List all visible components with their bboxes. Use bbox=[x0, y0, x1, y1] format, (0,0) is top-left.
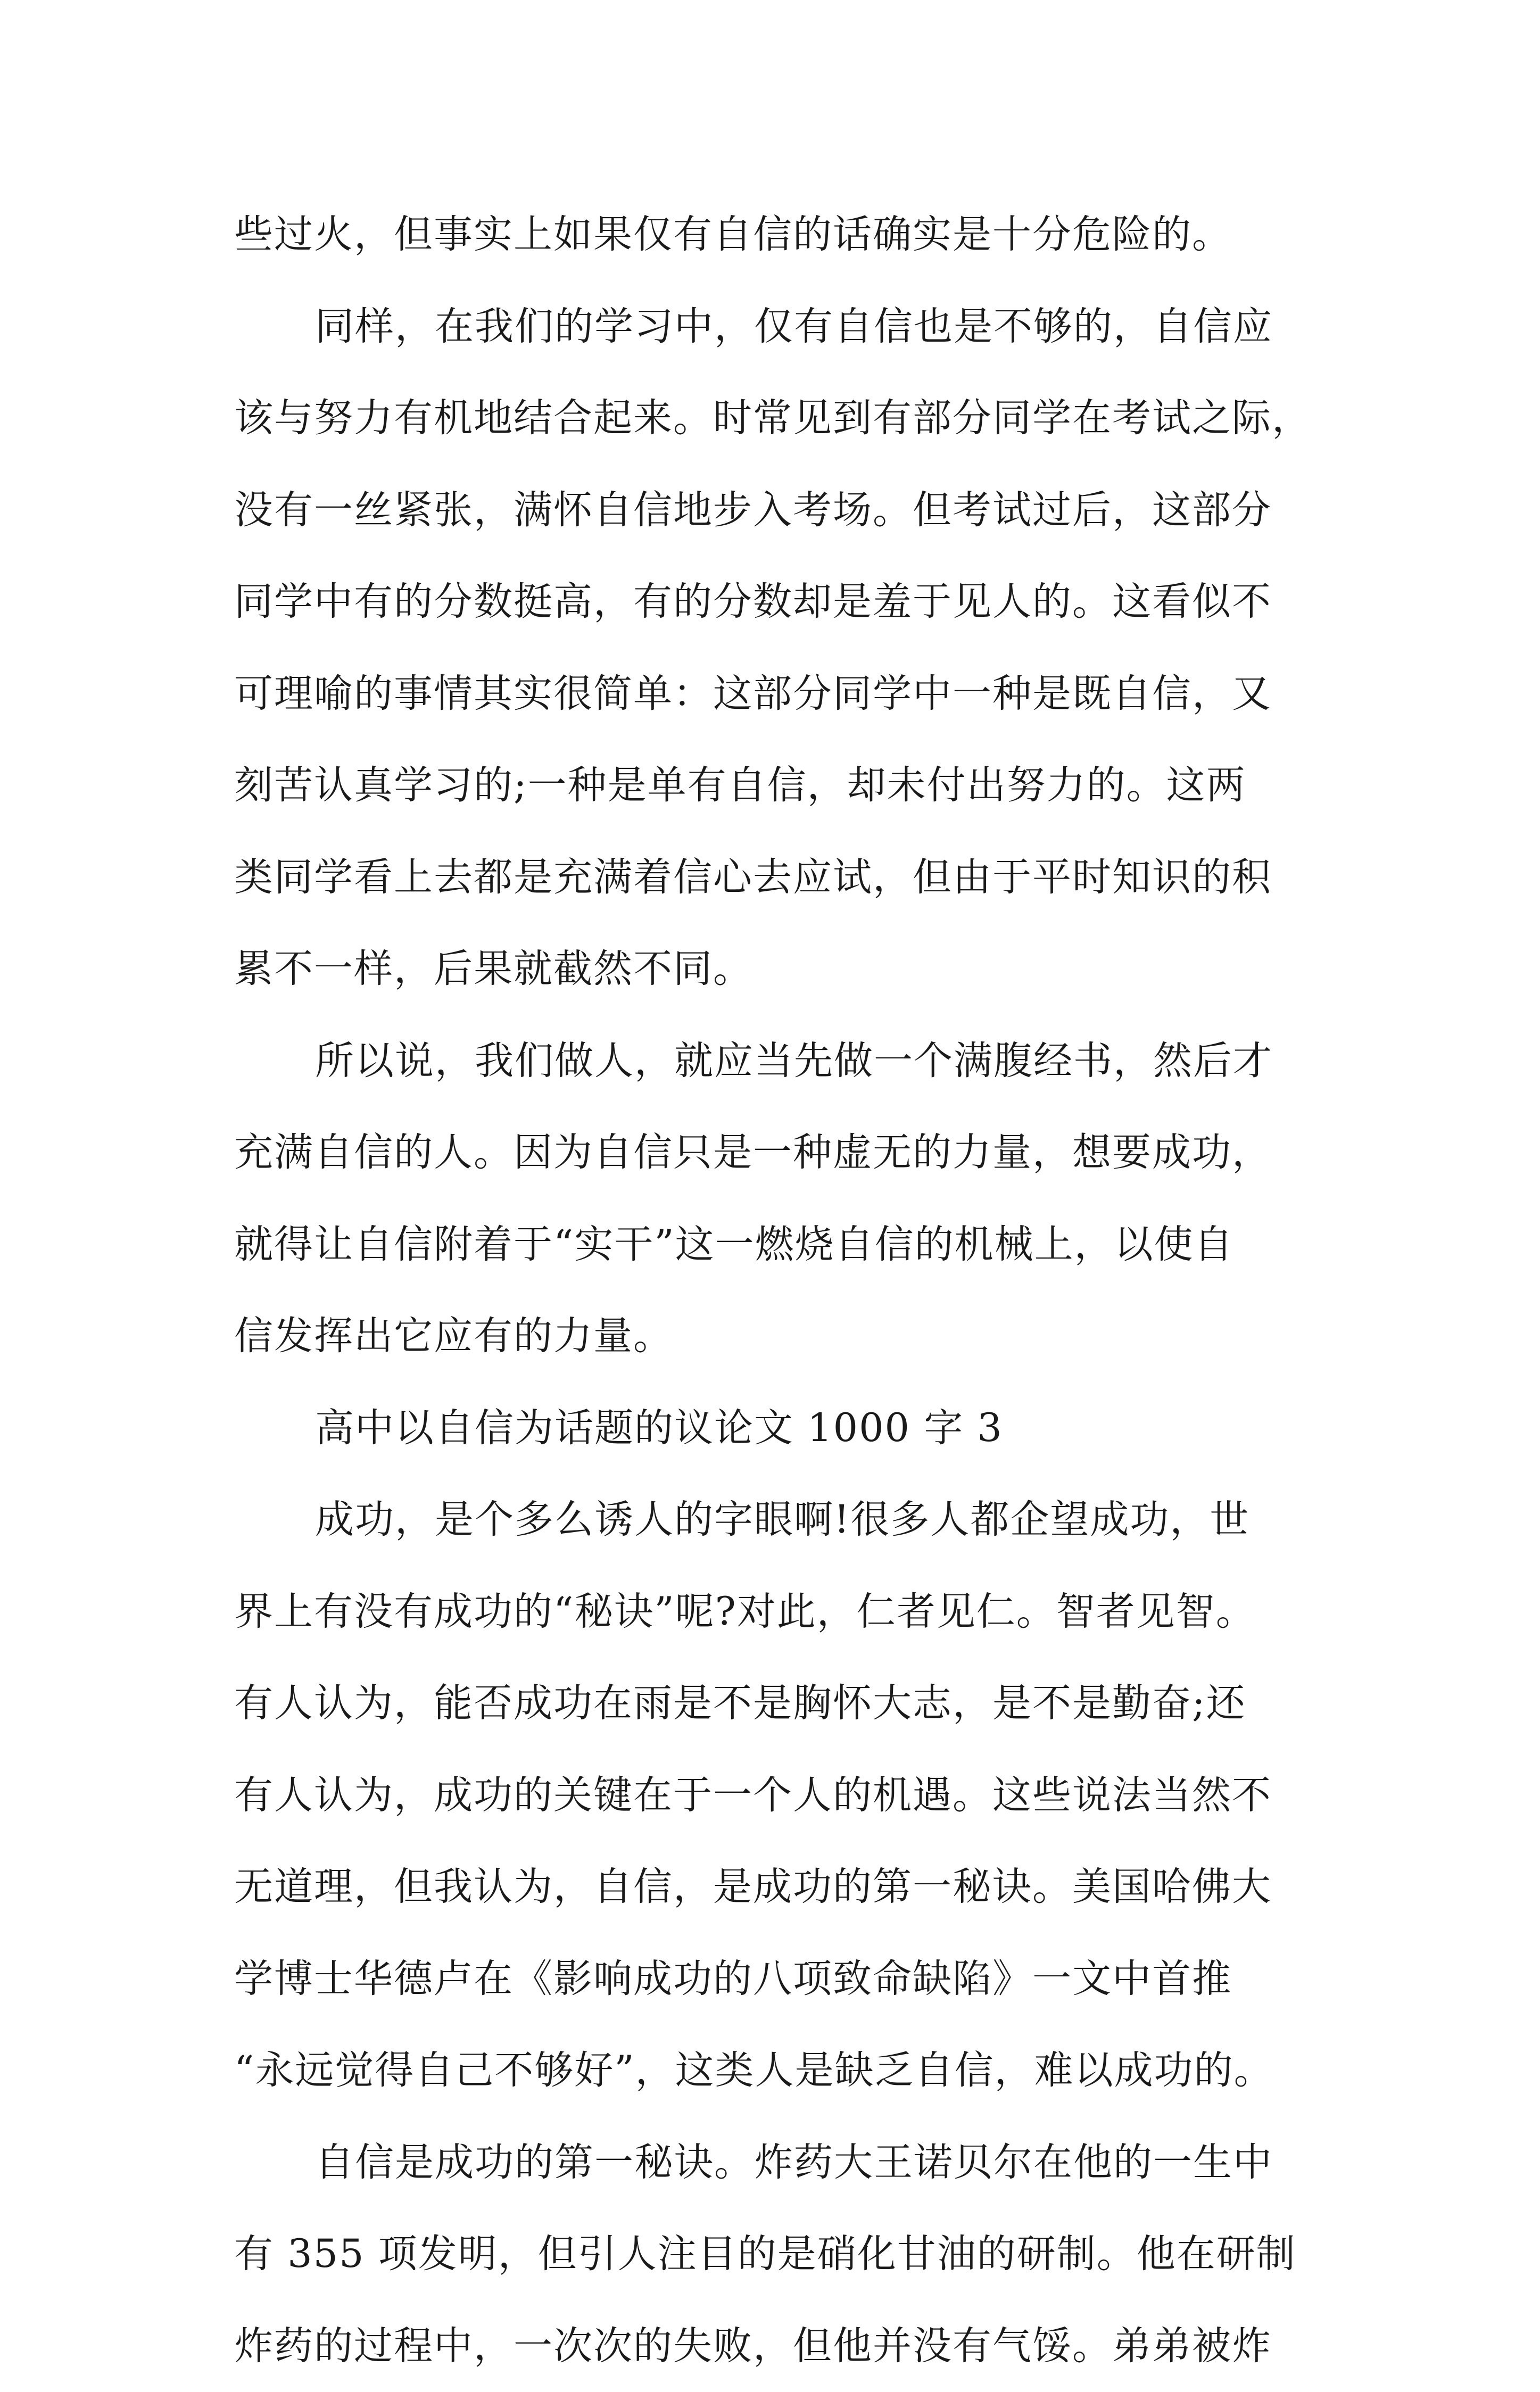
text-line: 就得让自信附着于“实干”这一燃烧自信的机械上，以使自 bbox=[234, 1199, 1325, 1291]
text-line: 成功，是个多么诱人的字眼啊!很多人都企望成功，世 bbox=[234, 1474, 1325, 1566]
text-line: 没有一丝紧张，满怀自信地步入考场。但考试过后，这部分 bbox=[234, 465, 1325, 557]
text-line: 炸药的过程中，一次次的失败，但他并没有气馁。弟弟被炸 bbox=[234, 2300, 1325, 2392]
text-line: 有 355 项发明，但引人注目的是硝化甘油的研制。他在研制 bbox=[234, 2208, 1325, 2300]
text-line: 同样，在我们的学习中，仅有自信也是不够的，自信应 bbox=[234, 281, 1325, 373]
text-line: 刻苦认真学习的;一种是单有自信，却未付出努力的。这两 bbox=[234, 740, 1325, 832]
text-line: 信发挥出它应有的力量。 bbox=[234, 1290, 1325, 1383]
text-line: 学博士华德卢在《影响成功的八项致命缺陷》一文中首推 bbox=[234, 1933, 1325, 2025]
text-line: 无道理，但我认为，自信，是成功的第一秘诀。美国哈佛大 bbox=[234, 1841, 1325, 1933]
text-line: “永远觉得自己不够好”，这类人是缺乏自信，难以成功的。 bbox=[234, 2025, 1325, 2117]
text-line: 自信是成功的第一秘诀。炸药大王诺贝尔在他的一生中 bbox=[234, 2117, 1325, 2209]
section-heading: 高中以自信为话题的议论文 1000 字 3 bbox=[234, 1383, 1325, 1475]
text-line: 有人认为，能否成功在雨是不是胸怀大志，是不是勤奋;还 bbox=[234, 1658, 1325, 1750]
text-line: 该与努力有机地结合起来。时常见到有部分同学在考试之际， bbox=[234, 373, 1325, 465]
text-line: 所以说，我们做人，就应当先做一个满腹经书，然后才 bbox=[234, 1015, 1325, 1107]
text-line: 同学中有的分数挺高，有的分数却是羞于见人的。这看似不 bbox=[234, 556, 1325, 648]
text-line: 些过火，但事实上如果仅有自信的话确实是十分危险的。 bbox=[234, 189, 1325, 281]
text-line: 充满自信的人。因为自信只是一种虚无的力量，想要成功， bbox=[234, 1107, 1325, 1199]
text-line: 界上有没有成功的“秘诀”呢?对此，仁者见仁。智者见智。 bbox=[234, 1566, 1325, 1658]
text-line: 可理喻的事情其实很简单：这部分同学中一种是既自信，又 bbox=[234, 648, 1325, 740]
text-line: 类同学看上去都是充满着信心去应试，但由于平时知识的积 bbox=[234, 832, 1325, 924]
text-line: 累不一样，后果就截然不同。 bbox=[234, 923, 1325, 1015]
body-text bbox=[234, 189, 1325, 2392]
text-line: 有人认为，成功的关键在于一个人的机遇。这些说法当然不 bbox=[234, 1750, 1325, 1842]
